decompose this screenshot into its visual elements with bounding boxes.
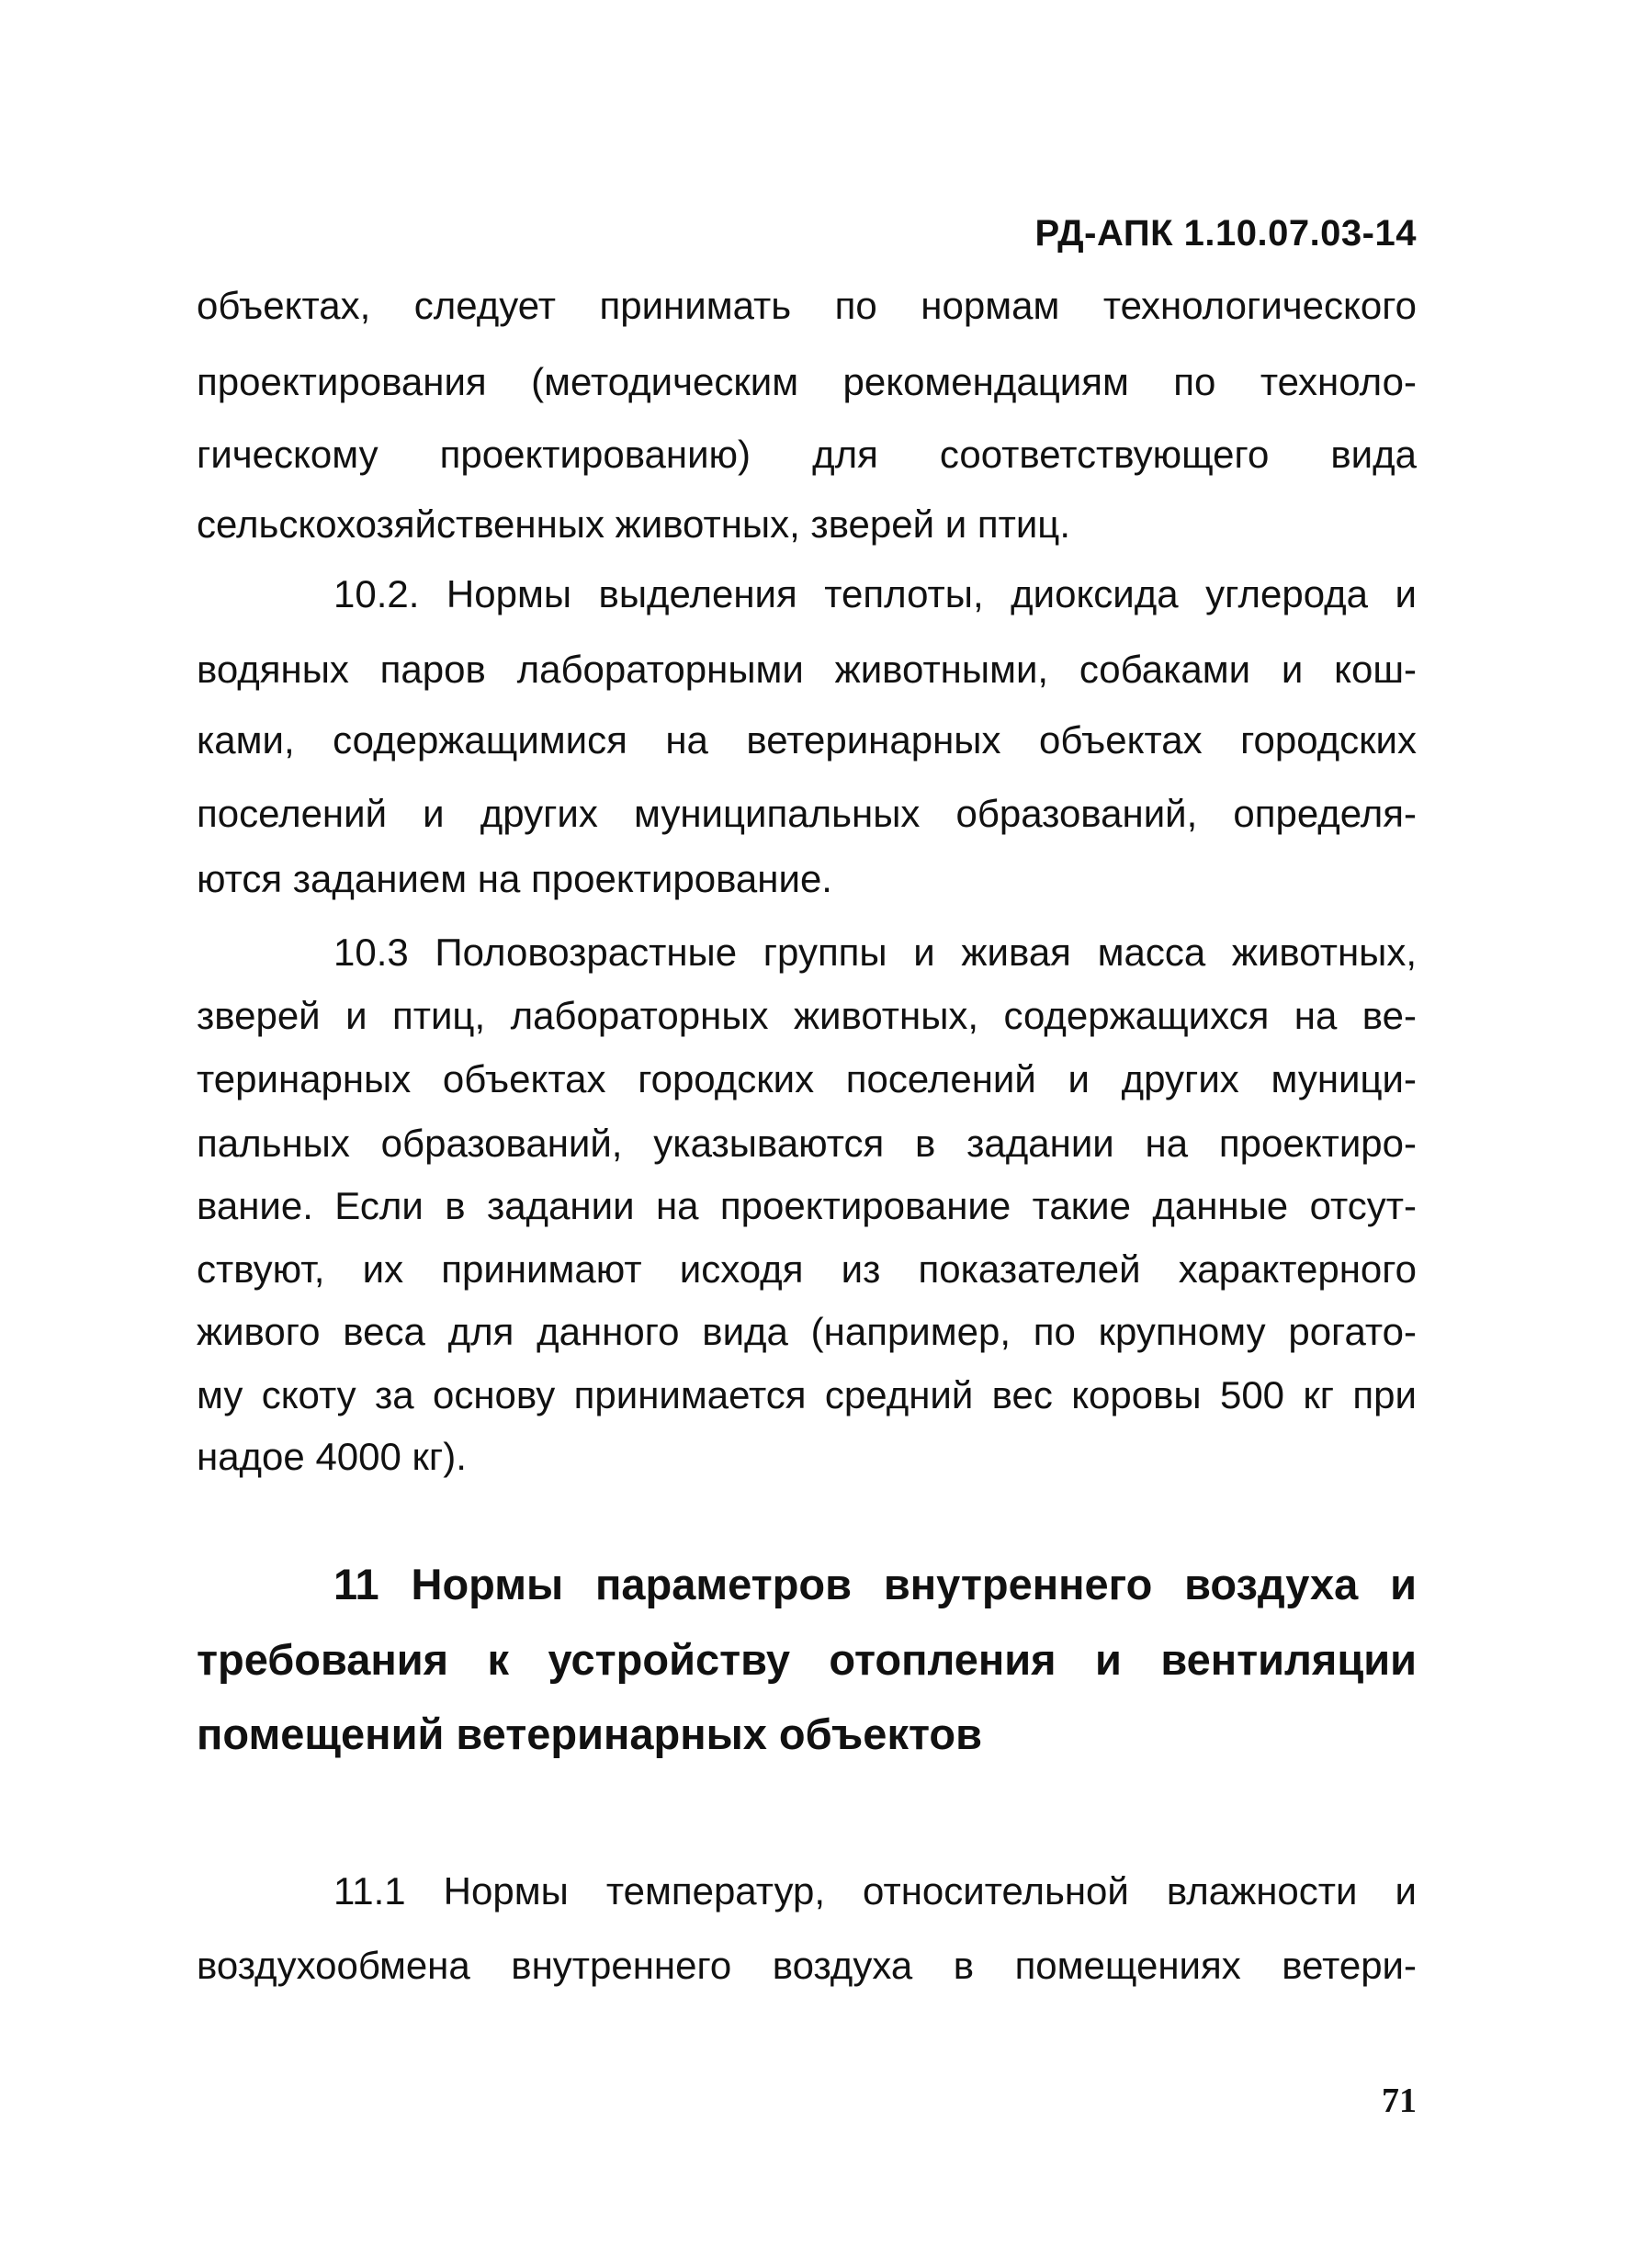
text-line: 10.3 Половозрастные группы и живая масса животных, [333, 931, 1417, 974]
text-line: гическому проектированию) для соответствующего вида [197, 433, 1417, 476]
text-line: ются заданием на проектирование. [197, 857, 832, 900]
section-heading-line: 11 Нормы параметров внутреннего воздуха и [333, 1560, 1417, 1608]
text-line: му скоту за основу принимается средний вес коровы 500 кг при [197, 1373, 1417, 1416]
text-line: вание. Если в задании на проектирование такие данные отсут- [197, 1184, 1417, 1227]
text-line: пальных образований, указываются в задании на проектиро- [197, 1122, 1417, 1165]
document-code: РД-АПК 1.10.07.03-14 [1034, 213, 1417, 254]
text-line: воздухообмена внутреннего воздуха в помещениях ветери- [197, 1944, 1417, 1987]
text-line: водяных паров лабораторными животными, собаками и кош- [197, 648, 1417, 691]
text-line: объектах, следует принимать по нормам технологического [197, 284, 1417, 327]
text-line: проектирования (методическим рекомендациям по техноло- [197, 360, 1417, 403]
text-line: зверей и птиц, лабораторных животных, содержащихся на ве- [197, 994, 1417, 1037]
text-line: поселений и других муниципальных образований, определя- [197, 792, 1417, 835]
text-line: 10.2. Нормы выделения теплоты, диоксида углерода и [333, 572, 1417, 615]
text-line: ками, содержащимися на ветеринарных объектах городских [197, 718, 1417, 762]
text-line: 11.1 Нормы температур, относительной влажности и [333, 1869, 1417, 1913]
page-number: 71 [1382, 2082, 1417, 2120]
text-line: ствуют, их принимают исходя из показателей характерного [197, 1247, 1417, 1291]
text-line: надое 4000 кг). [197, 1435, 467, 1478]
text-line: теринарных объектах городских поселений и других муници- [197, 1057, 1417, 1100]
text-line: сельскохозяйственных животных, зверей и птиц. [197, 502, 1071, 546]
text-line: живого веса для данного вида (например, по крупному рогато- [197, 1310, 1417, 1353]
section-heading-line: помещений ветеринарных объектов [197, 1709, 982, 1758]
section-heading-line: требования к устройству отопления и вентиляции [197, 1635, 1417, 1684]
